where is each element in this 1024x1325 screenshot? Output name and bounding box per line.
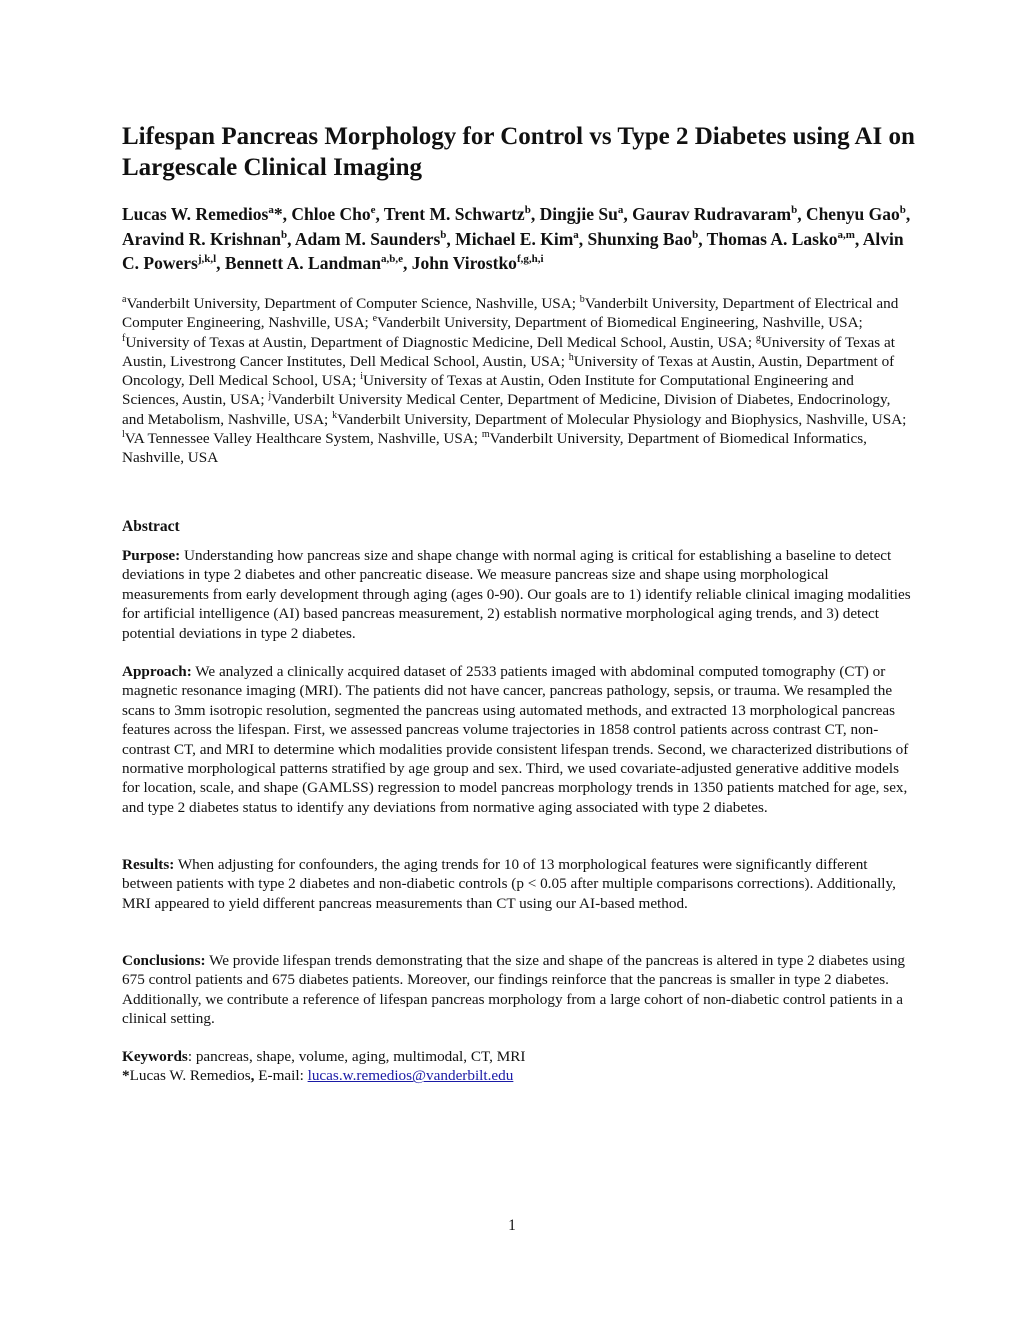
author-affiliation-marker: b: [524, 204, 531, 217]
results-text: When adjusting for confounders, the aging trends for 10 of 13 morphological features were significantly different between patients with type 2 diabetes and non-diabetic controls (p < 0.05 after multiple comparisons corrections). Additionally, MRI appeared to yield different pancreas measurements than CT using our AI-based method.: [122, 856, 896, 912]
affiliation-text: Vanderbilt University, Department of Electrical and Computer Engineering, Nashville, USA;: [122, 295, 899, 332]
author-affiliation-marker: a,b,e: [380, 253, 403, 266]
abstract-purpose: [122, 546, 912, 643]
author-name: Dingjie Su: [539, 204, 618, 224]
author-separator: ,: [578, 228, 588, 249]
author-name: Shunxing Bao: [587, 228, 693, 249]
abstract-results: [122, 855, 912, 913]
affiliation-marker: i: [360, 371, 363, 383]
author-separator: ,: [854, 228, 863, 249]
author-entry: [412, 253, 544, 273]
author-entry: [291, 204, 384, 224]
author-separator: ,: [216, 253, 225, 273]
affiliation-marker: f: [122, 332, 126, 344]
author-entry: [588, 229, 707, 249]
abstract-heading: Abstract: [122, 518, 180, 535]
approach-label: Approach:: [122, 663, 192, 680]
affiliation-text: University of Texas at Austin, Oden Institute for Computational Engineering and Sciences, Austin, USA;: [122, 372, 854, 409]
author-separator: ,: [623, 204, 633, 224]
author-name: Trent M. Schwartz: [383, 204, 525, 224]
affiliation-marker: e: [372, 313, 378, 325]
keywords-label: Keywords: [122, 1048, 188, 1065]
author-name: Lucas W. Remedios: [122, 204, 269, 224]
author-entry: [806, 204, 910, 224]
contact-line: [122, 1066, 912, 1085]
author-name: Chenyu Gao: [805, 204, 900, 224]
affiliation-list: [122, 294, 912, 468]
conclusions-text: We provide lifespan trends demonstrating that the size and shape of the pancreas is altered in type 2 diabetes using 675 control patients and 675 diabetes patients. Moreover, our findings reinforce that the pancreas is smaller in type 2 diabetes. Additionally, we contribute a reference of lifespan pancreas morphology from a large cohort of non-diabetic control patients in a clinical setting.: [122, 952, 906, 1028]
author-name: Alvin C. Powers: [122, 228, 904, 273]
author-name: Adam M. Saunders: [294, 228, 441, 249]
affiliation-text: Vanderbilt University Medical Center, Department of Medicine, Division of Diabetes, Endocrinology, and Metabolism, Nashville, USA;: [122, 391, 891, 428]
approach-text: We analyzed a clinically acquired dataset of 2533 patients imaged with abdominal computed tomography (CT) or magnetic resonance imaging (MRI). The patients did not have cancer, pancreas pathology, sepsis, or trauma. We resampled the scans to 3mm isotropic resolution, segmented the pancreas using automated methods, and extracted 13 morphological pancreas features across the lifespan. First, we assessed pancreas volume trajectories in 1858 control patients across contrast CT, non-contrast CT, and MRI to determine which modalities provide consistent lifespan trends. Second, we characterized distributions of normative morphological patterns stratified by age group and sex. Third, we used covariate-adjusted generative additive models for location, scale, and shape (GAMLSS) regression to model pancreas morphology trends in 1350 patients matched for age, sex, and type 2 diabetes status to identify any deviations from normative aging associated with type 2 diabetes.: [122, 663, 909, 816]
affiliation-entry: [122, 334, 756, 351]
purpose-text: Understanding how pancreas size and shape change with normal aging is critical for establishing a baseline to detect deviations in type 2 diabetes and other pancreatic disease. We measure pancreas size and shape using morphological measurements from early development through aging (ages 0-90). Our goals are to 1) identify reliable clinical imaging modalities for artificial intelligence (AI) based pancreas measurement, 2) establish normative morphological aging trends, and 3) detect potential deviations in type 2 diabetes.: [122, 547, 911, 642]
conclusions-label: Conclusions:: [122, 952, 206, 969]
author-affiliation-marker: j,k,l: [197, 253, 217, 266]
author-affiliation-marker: a,m: [837, 228, 855, 241]
author-separator: ,: [375, 204, 384, 224]
affiliation-text: Vanderbilt University, Department of Molecular Physiology and Biophysics, Nashville, USA;: [337, 410, 907, 428]
author-separator: ,: [402, 253, 412, 273]
contact-email-link[interactable]: lucas.w.remedios@vanderbilt.edu: [307, 1067, 514, 1085]
affiliation-text: VA Tennessee Valley Healthcare System, Nashville, USA;: [124, 430, 482, 448]
author-name: Thomas A. Lasko: [706, 228, 838, 249]
affiliation-entry: [332, 411, 906, 428]
affiliation-text: University of Texas at Austin, Livestrong Cancer Institutes, Dell Medical School, Austin, USA;: [122, 333, 895, 370]
keywords-text: : pancreas, shape, volume, aging, multimodal, CT, MRI: [187, 1048, 526, 1065]
author-separator: ,: [698, 228, 707, 249]
author-affiliation-marker: b: [899, 204, 906, 217]
author-affiliation-marker: f,g,h,i: [516, 253, 544, 266]
affiliation-marker: l: [122, 429, 125, 441]
author-affiliation-marker: a: [573, 228, 579, 241]
author-affiliation-marker: a: [617, 204, 624, 217]
abstract-conclusions: [122, 951, 912, 1029]
author-list: [122, 202, 912, 276]
author-entry: [122, 229, 295, 249]
author-entry: [455, 229, 587, 249]
author-name: Gaurav Rudravaram: [632, 204, 792, 224]
author-entry: [384, 204, 540, 224]
affiliation-marker: h: [568, 351, 574, 363]
affiliation-entry: [373, 314, 863, 331]
affiliation-text: Vanderbilt University, Department of Computer Science, Nashville, USA;: [126, 295, 580, 312]
affiliation-marker: b: [579, 293, 585, 305]
abstract-approach: [122, 662, 912, 817]
author-name: Chloe Cho: [291, 204, 371, 224]
author-separator: ,: [446, 228, 456, 249]
paper-title: Lifespan Pancreas Morphology for Control vs Type 2 Diabetes using AI on Largescale Clinical Imaging: [122, 123, 915, 181]
affiliation-entry: [122, 295, 580, 312]
page-number: 1: [508, 1217, 516, 1234]
contact-email-label: E-mail:: [258, 1067, 308, 1085]
affiliation-entry: [122, 430, 482, 447]
author-name: Aravind R. Krishnan: [122, 228, 281, 249]
author-separator: ,: [905, 204, 911, 224]
author-name: Bennett A. Landman: [224, 253, 381, 273]
author-separator: ,: [530, 204, 540, 224]
author-entry: [632, 204, 806, 224]
author-separator: ,: [287, 228, 295, 249]
affiliation-text: University of Texas at Austin, Department of Diagnostic Medicine, Dell Medical School, Austin, USA;: [125, 333, 756, 351]
contact-separator: ,: [250, 1067, 259, 1085]
purpose-label: Purpose:: [122, 547, 181, 564]
keywords-line: [122, 1047, 912, 1066]
author-name: Michael E. Kim: [455, 228, 574, 249]
affiliation-marker: m: [481, 429, 490, 441]
affiliation-marker: k: [332, 409, 338, 421]
results-label: Results:: [122, 856, 175, 873]
author-entry: [707, 229, 863, 249]
affiliation-marker: a: [122, 293, 127, 305]
affiliation-marker: g: [755, 332, 761, 344]
keywords-block: [122, 1047, 912, 1086]
author-entry: [122, 204, 291, 224]
contact-name: Lucas W. Remedios: [129, 1067, 251, 1085]
affiliation-marker: j: [268, 390, 272, 402]
author-entry: [540, 204, 633, 224]
contact-marker: *: [122, 1067, 130, 1085]
affiliation-text: Vanderbilt University, Department of Biomedical Informatics, Nashville, USA: [122, 430, 867, 467]
author-affiliation-marker: b: [440, 228, 447, 241]
author-entry: [295, 229, 455, 249]
affiliation-text: University of Texas at Austin, Austin, Department of Oncology, Dell Medical School, USA;: [122, 352, 895, 390]
author-name: John Virostko: [411, 253, 517, 273]
author-separator: ,: [797, 204, 806, 224]
author-separator: *,: [273, 204, 292, 224]
author-affiliation-marker: a: [268, 204, 274, 217]
affiliation-text: Vanderbilt University, Department of Biomedical Engineering, Nashville, USA;: [377, 314, 863, 332]
author-affiliation-marker: b: [281, 228, 288, 241]
author-affiliation-marker: e: [370, 204, 376, 217]
author-affiliation-marker: b: [692, 228, 699, 241]
author-affiliation-marker: b: [791, 204, 798, 217]
author-entry: [225, 253, 412, 273]
